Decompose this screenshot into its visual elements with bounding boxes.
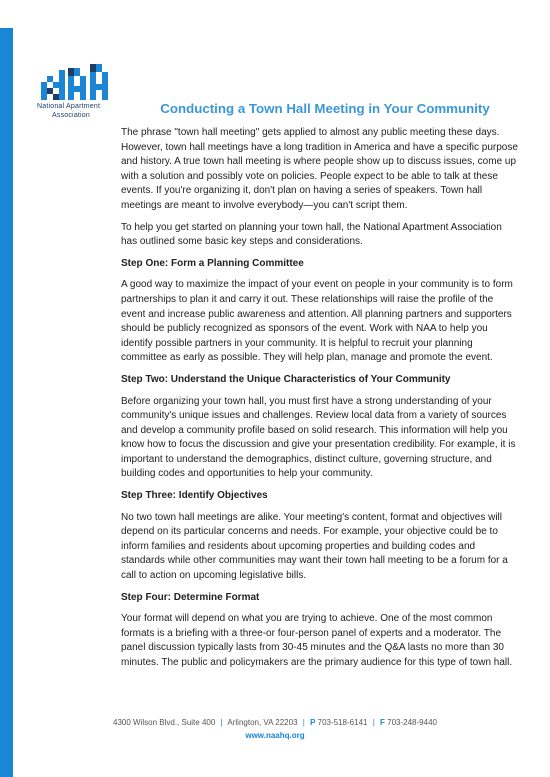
footer-phone-label: P bbox=[310, 718, 316, 727]
footer-fax-label: F bbox=[380, 718, 385, 727]
logo-text-line2: Association bbox=[52, 112, 90, 119]
page-title: Conducting a Town Hall Meeting in Your Community bbox=[160, 101, 490, 116]
footer-city: Arlington, VA 22203 bbox=[227, 718, 298, 727]
footer-separator: | bbox=[372, 718, 375, 727]
footer-website-link[interactable]: www.naahq.org bbox=[245, 731, 305, 740]
footer-address: 4300 Wilson Blvd., Suite 400 bbox=[113, 718, 216, 727]
left-accent-bar bbox=[0, 28, 13, 777]
footer-phone: 703-518-6141 bbox=[317, 718, 368, 727]
step-body-3: No two town hall meetings are alike. Your meeting's content, format and objectives will depend on its particular concerns and needs. For example, your objective could be to inform families and residents about upcoming properties and building codes and standards while other communities may want their town hall meeting to be a forum for a call to action on upcoming legislative bills. bbox=[121, 511, 508, 582]
step-heading-2: Step Two: Understand the Unique Characteristics of Your Community bbox=[121, 373, 451, 385]
step-body-4: Your format will depend on what you are trying to achieve. One of the most common formats is a briefing with a three-or four-person panel of experts and a moderator. The panel discussion typically lasts from 30-45 minutes and the Q&A lasts no more than 30 minutes. The public and policymakers are the primary audience for this type of town hall. bbox=[121, 613, 513, 668]
step-heading-3: Step Three: Identify Objectives bbox=[121, 490, 268, 502]
logo-text-line1: National Apartment bbox=[37, 103, 101, 110]
step-heading-4: Step Four: Determine Format bbox=[121, 591, 260, 603]
footer-separator: | bbox=[220, 718, 223, 727]
footer-fax: 703-248-9440 bbox=[387, 718, 437, 727]
intro-paragraph-2: To help you get started on planning your town hall, the National Apartment Association has outlined some basic key steps and considerations. bbox=[121, 221, 502, 248]
intro-paragraph-1: The phrase "town hall meeting" gets applied to almost any public meeting these days. However, town hall meetings have a long tradition in America and have a specific purpose and history. A true town hall meeting is where people show up to discuss issues, come up with a solution and possibly vote on policies. People expect to be able to talk at these events. If you're organizing it, don't plan on having a series of speakers. Town hall meetings are meant to involve everybody—you can't script them. bbox=[121, 127, 518, 211]
document-body bbox=[121, 126, 519, 678]
step-body-1: A good way to maximize the impact of your event on people in your community is to form partnerships to plan it and carry it out. These relationships will raise the profile of the event and increase public awareness and attention. All planning partners and supporters should be publicly recognized as sponsors of the event. Work with NAA to help you identify possible partners in your community. It is helpful to recruit your planning committee as early as possible. They will help plan, manage and promote the event. bbox=[121, 279, 513, 364]
footer-contact bbox=[0, 718, 550, 727]
naa-logo-mark-icon bbox=[37, 62, 122, 102]
step-body-2: Before organizing your town hall, you must first have a strong understanding of your community's unique issues and challenges. Review local data from a variety of sources and develop a community profile based on solid research. This information will help you know how to focus the discussion and give your presentation credibility. For example, it is important to understand the demographics, distinct culture, governing structure, and building codes and opportunities to help your community. bbox=[121, 395, 516, 480]
footer-separator: | bbox=[302, 718, 305, 727]
step-heading-1: Step One: Form a Planning Committee bbox=[121, 257, 304, 269]
